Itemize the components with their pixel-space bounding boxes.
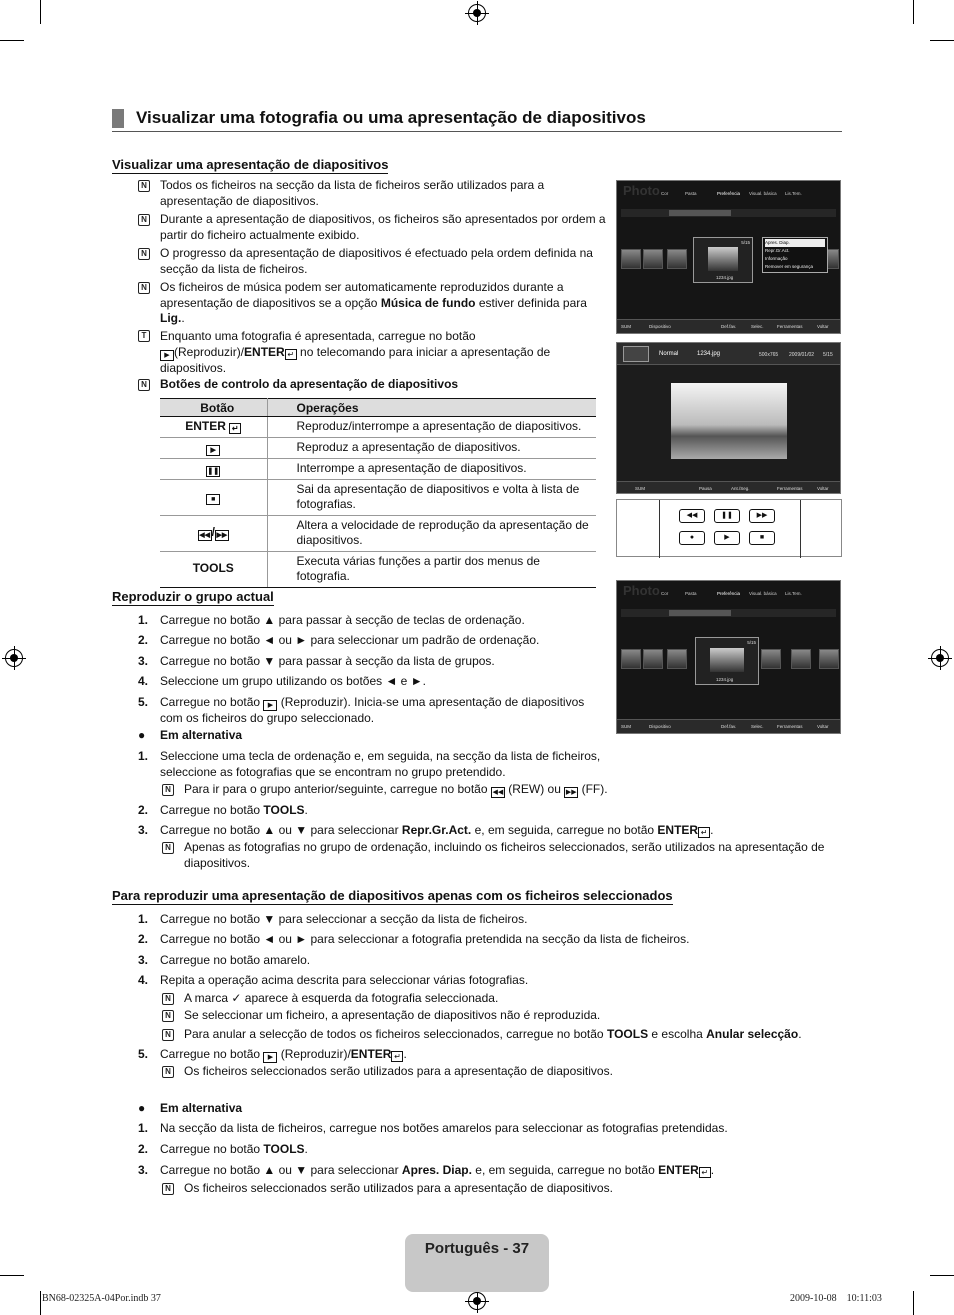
list-item: Carregue no botão ▲ para passar à secção de teclas de ordenação. [160,613,525,627]
note-text: Os ficheiros seleccionados serão utilizados para a apresentação de diapositivos. [184,1181,613,1195]
note-icon: N [138,379,150,391]
photo-browser-screen-2: Photo Cor Pasta Preferência Visual. básica Lis.Tem. 1234.jpg 5/15 SUM Dispositivo Def.fav. Selec. Ferramentas Voltar [616,580,841,734]
enter-icon: ↵ [285,349,297,360]
list-item: Carregue no botão amarelo. [160,953,311,967]
print-date: 2009-10-08 10:11:03 [790,1293,882,1304]
list-item: Seleccione um grupo utilizando os botões ◄ e ►. [160,674,426,688]
note-icon: N [162,842,174,854]
note-icon: N [138,180,150,192]
controls-table [160,398,596,588]
play-icon: ▶ [206,445,220,456]
registration-mark-top [468,4,486,22]
note-text: Os ficheiros seleccionados serão utilizados para a apresentação de diapositivos. [184,1064,613,1078]
list-item: Na secção da lista de ficheiros, carregue nos botões amarelos para seleccionar as fotografias pretendidas. [160,1121,728,1135]
beach-photo [671,383,787,459]
tip-icon: T [138,330,150,342]
note-icon: N [138,248,150,260]
table-row: ❚❚ Interrompe a apresentação de diapositivos. [160,458,596,479]
table-row: ▶ Reproduz a apresentação de diapositivos. [160,437,596,458]
table-row: ◀◀ / ▶▶ Altera a velocidade de reprodução da apresentação de diapositivos. [160,515,596,551]
registration-mark-bottom [468,1292,486,1310]
list-item: Carregue no botão ▶ (Reproduzir)/ENTER ↵ . [160,1047,407,1061]
note-text: Durante a apresentação de diapositivos, os ficheiros são apresentados por ordem a partir do ficheiro actualmente exibido. [160,212,606,242]
stop-icon: ■ [749,531,775,545]
note-icon: N [162,784,174,796]
section-heading-slideshow: Visualizar uma apresentação de diapositivos [112,157,389,172]
note-text: Os ficheiros de música podem ser automaticamente reproduzidos durante a apresentação de diapositivos se a opção Música de fundo estiver definida para Lig.. [160,280,587,325]
note-text: Para ir para o grupo anterior/seguinte, carregue no botão ◀◀ (REW) ou ▶▶ (FF). [184,782,608,796]
list-item: Carregue no botão ◄ ou ► para seleccionar a fotografia pretendida na secção da lista de ficheiros. [160,932,690,946]
print-file-info: BN68-02325A-04Por.indb 37 [42,1293,161,1304]
note-text: Enquanto uma fotografia é apresentada, carregue no botão ▶ (Reproduzir)/ENTER ↵ no telecomando para iniciar a apresentação de diapositivos. [160,329,551,375]
fast-forward-icon: ▶▶ [216,532,228,539]
list-item: Carregue no botão ▲ ou ▼ para seleccionar Repr.Gr.Act. e, em seguida, carregue no botão ENTER ↵ . [160,823,714,837]
note-text: Para anular a selecção de todos os ficheiros seleccionados, carregue no botão TOOLS e escolha Anular selecção. [184,1027,802,1041]
list-item: Seleccione uma tecla de ordenação e, em seguida, na secção da lista de ficheiros, seleccione as fotografias que se encontram no grupo pretendido. [160,749,601,779]
play-icon: ▶ [714,531,740,545]
list-item: Carregue no botão ▼ para passar à secção da lista de grupos. [160,654,495,668]
note-text: O progresso da apresentação de diapositivos é efectuado pela ordem definida na secção da lista de ficheiros. [160,246,593,276]
registration-mark-right [931,649,949,667]
section-heading-selected-files: Para reproduzir uma apresentação de diapositivos apenas com os ficheiros seleccionados [112,888,673,903]
note-text: Se seleccionar um ficheiro, a apresentação de diapositivos não é reproduzida. [184,1008,601,1022]
fast-forward-icon: ▶▶ [749,509,775,523]
page-title: Visualizar uma fotografia ou uma apresentação de diapositivos [112,108,842,132]
note-text: Todos os ficheiros na secção da lista de ficheiros serão utilizados para a apresentação de diapositivos. [160,178,545,208]
list-item: Carregue no botão ▼ para seleccionar a secção da lista de ficheiros. [160,912,528,926]
note-text: Apenas as fotografias no grupo de ordenação, incluindo os ficheiros seleccionados, serão utilizados na apresentação de diapositivos. [184,840,825,870]
list-item: Carregue no botão ▲ ou ▼ para seleccionar Apres. Diap. e, em seguida, carregue no botão ENTER ↵ . [160,1163,715,1177]
photo-viewer-screen: Normal 1234.jpg 500x765 2009/01/02 5/15 SUM Pausa Ant./Seg. Ferramentas Voltar [616,342,841,494]
list-item: Repita a operação acima descrita para seleccionar várias fotografias. [160,973,529,987]
note-icon: N [162,1183,174,1195]
list-item: Carregue no botão TOOLS. [160,803,308,817]
photo-browser-screen-1: Photo Cor Pasta Preferência Visual. básica Lis.Tem. 1234.jpg 5/15 Apres. Diap. Repr.Gr.Act. Informação Remover em segurança SUM Dispositivo Def.fav. Selec. Ferramentas Voltar [616,180,841,334]
note-icon: N [138,282,150,294]
note-icon: N [162,1010,174,1022]
section-heading-current-group: Reproduzir o grupo actual [112,589,274,604]
stop-icon: ■ [206,494,220,505]
checkmark-icon: ✓ [231,991,242,1005]
record-icon: ● [679,531,705,545]
note-icon: N [162,993,174,1005]
pause-icon: ❚❚ [714,509,740,523]
rewind-icon: ◀◀ [679,509,705,523]
note-icon: N [138,214,150,226]
note-text: A marca ✓ aparece à esquerda da fotografia seleccionada. [184,991,499,1005]
table-row: TOOLS Executa várias funções a partir dos menus de fotografia. [160,551,596,587]
table-row: ■ Sai da apresentação de diapositivos e volta à lista de fotografias. [160,479,596,515]
list-item: Carregue no botão TOOLS. [160,1142,308,1156]
note-icon: N [162,1029,174,1041]
alt-label: Em alternativa [160,728,243,742]
alt-label: Em alternativa [160,1101,243,1115]
note-icon: N [162,1066,174,1078]
note-text: Botões de controlo da apresentação de diapositivos [160,377,459,391]
pause-icon: ❚❚ [207,467,220,475]
table-header: Operações [267,399,596,417]
rewind-icon: ◀◀ [199,532,210,539]
list-item: Carregue no botão ▶ (Reproduzir). Inicia-se uma apresentação de diapositivos com os ficheiros do grupo seleccionado. [160,695,585,725]
registration-mark-left [5,649,23,667]
table-header: Botão [160,399,267,417]
page-number-tab: Português - 37 [405,1234,549,1292]
table-row: ENTER ↵ Reproduz/interrompe a apresentação de diapositivos. [160,417,596,438]
list-item: Carregue no botão ◄ ou ► para seleccionar um padrão de ordenação. [160,633,540,647]
remote-control-illustration [616,499,842,557]
